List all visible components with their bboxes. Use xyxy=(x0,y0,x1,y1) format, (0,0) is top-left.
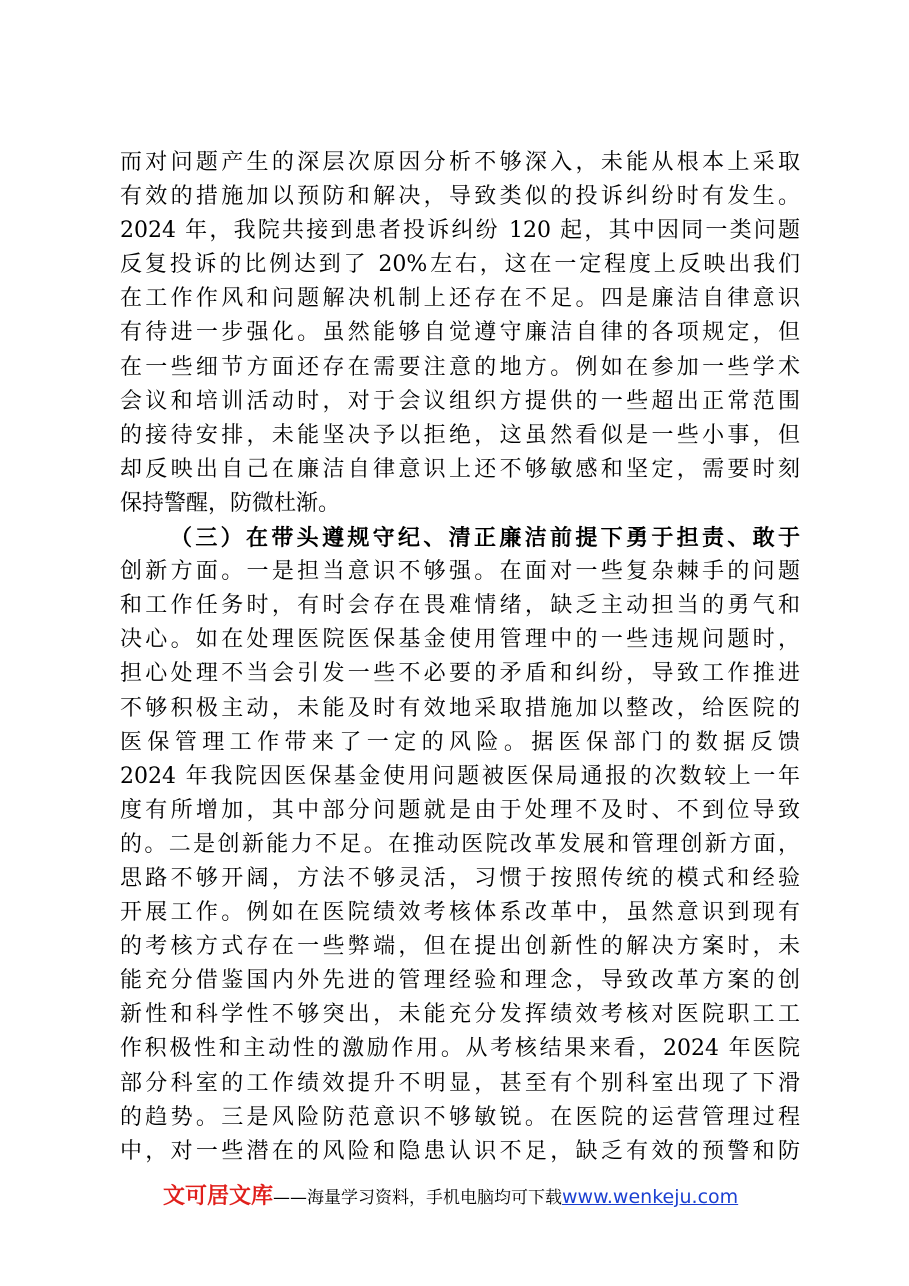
text-line: 不够积极主动，未能及时有效地采取措施加以整改，给医院的 xyxy=(120,695,800,721)
text-line: 新性和科学性不够突出，未能充分发挥绩效考核对医院职工工 xyxy=(120,1002,800,1028)
text-line: 保持警醒，防微杜渐。 xyxy=(120,490,341,516)
section-heading: （三）在带头遵规守纪、清正廉洁前提下勇于担责、敢于 xyxy=(170,525,800,552)
text-line: 部分科室的工作绩效提升不明显，甚至有个别科室出现了下滑 xyxy=(120,1070,800,1096)
text-line: 在工作作风和问题解决机制上还存在不足。四是廉洁自律意识 xyxy=(120,286,800,312)
footer-slogan: ——海量学习资料，手机电脑均可下载 xyxy=(273,1188,563,1208)
text-line: 有待进一步强化。虽然能够自觉遵守廉洁自律的各项规定，但 xyxy=(120,320,800,346)
text-line: 度有所增加，其中部分问题就是由于处理不及时、不到位导致 xyxy=(120,797,800,823)
text-line: 和工作任务时，有时会存在畏难情绪，缺乏主动担当的勇气和 xyxy=(120,593,800,619)
text-line: 却反映出自己在廉洁自律意识上还不够敏感和坚定，需要时刻 xyxy=(120,456,800,482)
text-line: 创新方面。一是担当意识不够强。在面对一些复杂棘手的问题 xyxy=(120,559,800,585)
text-line: 而对问题产生的深层次原因分析不够深入，未能从根本上采取 xyxy=(120,150,800,175)
footer-brand: 文可居文库 xyxy=(163,1184,274,1209)
text-line: 开展工作。例如在医院绩效考核体系改革中，虽然意识到现有 xyxy=(120,900,800,926)
text-line: 的趋势。三是风险防范意识不够敏锐。在医院的运营管理过程 xyxy=(120,1104,800,1130)
text-line: 反复投诉的比例达到了 20%左右，这在一定程度上反映出我们 xyxy=(120,252,800,278)
text-line: 2024 年我院因医保基金使用问题被医保局通报的次数较上一年 xyxy=(120,763,800,789)
text-line: 的接待安排，未能坚决予以拒绝，这虽然看似是一些小事，但 xyxy=(120,422,800,448)
text-line: 思路不够开阔，方法不够灵活，习惯于按照传统的模式和经验 xyxy=(120,865,800,891)
footer-banner xyxy=(163,1182,783,1212)
text-line: 作积极性和主动性的激励作用。从考核结果来看，2024 年医院 xyxy=(120,1036,800,1062)
text-line: 能充分借鉴国内外先进的管理经验和理念，导致改革方案的创 xyxy=(120,968,800,994)
text-line: 中，对一些潜在的风险和隐患认识不足，缺乏有效的预警和防 xyxy=(120,1138,800,1164)
text-line: 2024 年，我院共接到患者投诉纠纷 120 起，其中因同一类问题 xyxy=(120,218,800,244)
document-body xyxy=(120,146,800,1169)
text-line: 的。二是创新能力不足。在推动医院改革发展和管理创新方面， xyxy=(120,831,800,857)
text-line: 决心。如在处理医院医保基金使用管理中的一些违规问题时， xyxy=(120,627,800,653)
text-line: 有效的措施加以预防和解决，导致类似的投诉纠纷时有发生。 xyxy=(120,184,800,210)
text-line: 医保管理工作带来了一定的风险。据医保部门的数据反馈 xyxy=(120,729,800,755)
text-line: 的考核方式存在一些弊端，但在提出创新性的解决方案时，未 xyxy=(120,934,800,960)
text-line: 会议和培训活动时，对于会议组织方提供的一些超出正常范围 xyxy=(120,388,800,414)
text-line: 担心处理不当会引发一些不必要的矛盾和纠纷，导致工作推进 xyxy=(120,661,800,687)
footer-site-link[interactable]: www.wenkeju.com xyxy=(562,1186,739,1208)
text-line: 在一些细节方面还存在需要注意的地方。例如在参加一些学术 xyxy=(120,354,800,380)
